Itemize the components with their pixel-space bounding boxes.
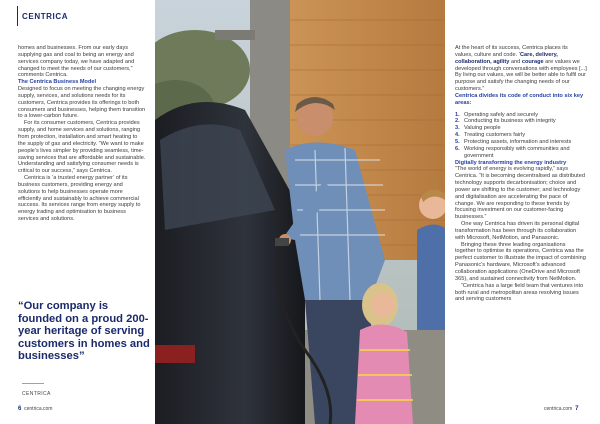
list-item — [455, 139, 587, 146]
brand-header: CENTRICA — [22, 12, 69, 21]
list-number: 2. — [455, 118, 460, 125]
intro-paragraph: homes and businesses. From our early days supplying gas and coal to being an energy and services company today, we have adapted and changed to meet the needs of our customers,” comments Centrica. — [18, 45, 135, 79]
left-footer — [18, 406, 52, 412]
conduct-areas-list — [455, 112, 587, 160]
three-organisations-paragraph: Bringing these three leading organisations together to optimise its operations, Centrica was the perfect customer to illustrate the impact of combining Panasonic’s hardware, Microsoft’s advanced collaboration applications (OneDrive and Microsoft 365), and sustained connectivity from NetMotion. — [455, 241, 586, 282]
list-text: Valuing people — [464, 125, 501, 132]
values-paragraph — [455, 45, 587, 93]
right-footer-site: centrica.com — [544, 406, 573, 412]
collaboration-paragraph: One way Centrica has driven its personal digital transformation has been through its collaboration with Microsoft, NetMotion, and Panasonic. — [455, 221, 580, 241]
values-text-end: are values we developed through conversations with employees [...] By living our values, we will be better able to fulfil our purpose and satisfy the changing needs of our customers.” — [455, 58, 587, 93]
left-article-column — [18, 45, 146, 223]
right-footer — [544, 406, 578, 412]
list-text: Treating customers fairly — [464, 132, 526, 139]
quote-source: CENTRICA — [22, 391, 51, 397]
list-item — [455, 132, 587, 139]
list-number: 4. — [455, 132, 460, 139]
quote-divider — [22, 383, 44, 384]
brand-rule — [17, 6, 18, 26]
left-footer-site: centrica.com — [24, 406, 53, 412]
business-model-paragraph: Designed to focus on meeting the changing energy supply, services, and solutions needs for its customers, Centrica provides its offerings to both consumers and businesses, helping them transition to a lower-carbon future. — [18, 86, 146, 120]
right-page-number: 7 — [575, 406, 579, 412]
values-text-start: At the heart of its success, Centrica places its values, culture and code. ‘ — [455, 45, 568, 58]
left-page-number: 6 — [18, 406, 22, 412]
right-article-column — [455, 45, 587, 303]
list-text: Working responsibly with communities and government — [464, 145, 570, 159]
code-of-conduct-subhead: Centrica divides its code of conduct into six key areas: — [455, 92, 584, 106]
list-item — [455, 112, 587, 119]
pull-quote: “Our company is founded on a proud 200-year heritage of serving customers in homes and businesses” — [18, 300, 150, 363]
values-text-mid: and — [509, 58, 522, 65]
photo-illustration — [155, 0, 445, 424]
list-text: Conducting its business with integrity — [464, 118, 556, 125]
list-text: Operating safely and securely — [464, 111, 539, 118]
values-emphasis: Care, delivery, collaboration, agility — [455, 51, 558, 65]
business-model-subhead: The Centrica Business Model — [18, 79, 97, 86]
digital-transformation-subhead: Digitally transforming the energy industry — [455, 159, 567, 166]
values-emphasis-2: courage — [521, 58, 544, 65]
list-number: 1. — [455, 111, 460, 118]
energy-evolving-paragraph: “The world of energy is evolving rapidly,” says Centrica. “It is becoming decentralised as distributed technology supports decarbonisation; choice and power are shifting to the customer; and technology and digitalisation are accelerating the pace of change. We are responding to these trends by focusing investment on our customer-facing businesses.” — [455, 166, 585, 221]
list-number: 3. — [455, 125, 460, 132]
consumer-paragraph: For its consumer customers, Centrica provides supply, and home services and solutions, ranging from protection, installation and smart heating to the supply of gas and electricity. “We want to make people’s lives simpler by providing seamless, time-saving services that are affordable and sustainable. Understanding and satisfying consumer needs is critical to our success,” says Centrica. — [18, 120, 146, 175]
list-number: 6. — [455, 145, 460, 152]
list-item — [455, 146, 587, 160]
field-team-paragraph: “Centrica has a large field team that ventures into both rural and metropolitan areas resolving issues and serving customers — [455, 282, 584, 303]
list-item — [455, 125, 587, 132]
list-item — [455, 118, 587, 125]
business-customers-paragraph: Centrica is ‘a trusted energy partner’ of its business customers, providing energy and solutions to help businesses operate more efficiently and sustainably to achieve commercial success. Its services range from energy supply to energy trading and optimisation to business services and solutions. — [18, 175, 141, 223]
list-text: Protecting assets, information and interests — [464, 138, 572, 145]
article-photo — [155, 0, 445, 424]
list-number: 5. — [455, 138, 460, 145]
